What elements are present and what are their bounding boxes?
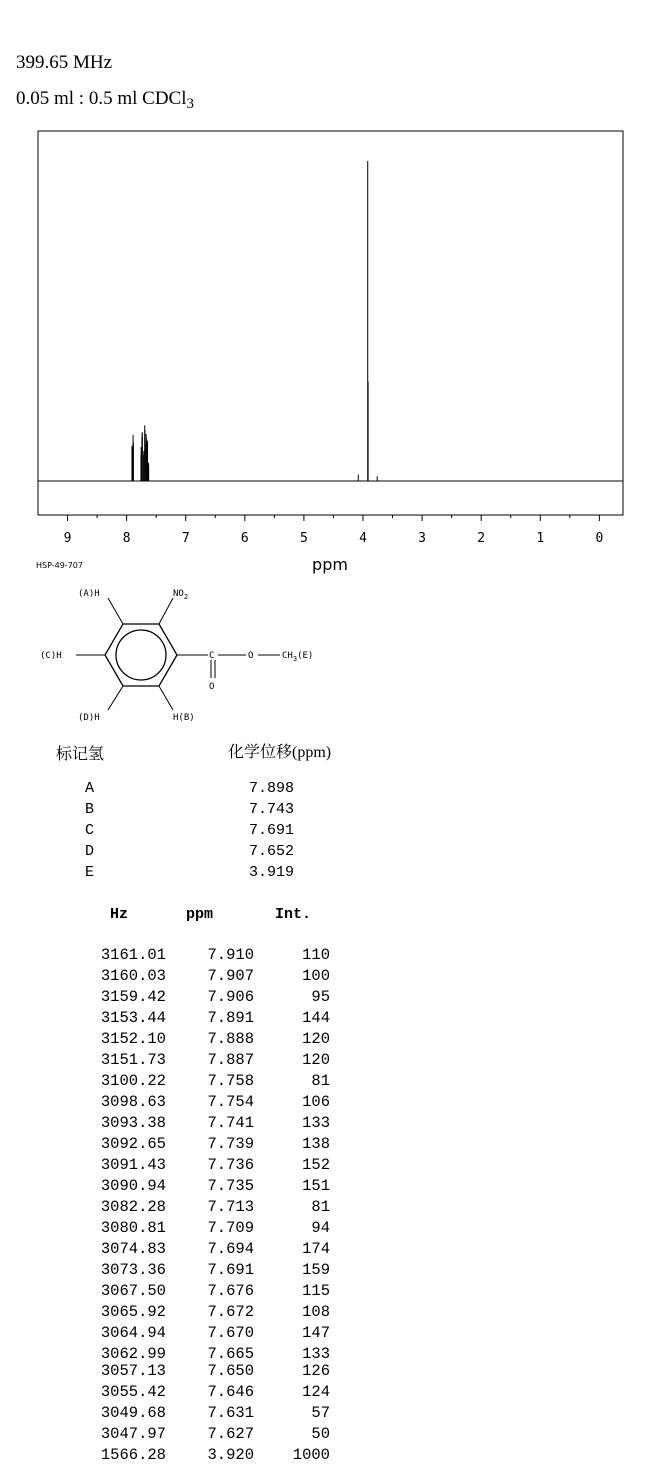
x-tick-label: 0 bbox=[595, 531, 604, 546]
peak-ppm: 7.650 bbox=[207, 1362, 254, 1380]
peak-hz: 3082.28 bbox=[100, 1198, 166, 1216]
peak-hz: 3047.97 bbox=[100, 1425, 166, 1443]
peak-intensity: 1000 bbox=[292, 1446, 330, 1464]
peak-ppm: 7.672 bbox=[207, 1303, 254, 1321]
spectrum-code: HSP-49-707 bbox=[36, 561, 83, 570]
peak-ppm: 7.736 bbox=[207, 1156, 254, 1174]
peak-hz: 3161.01 bbox=[100, 946, 166, 964]
aromatic-circle bbox=[116, 630, 166, 680]
peak-intensity: 147 bbox=[302, 1324, 330, 1342]
peak-row bbox=[0, 1219, 652, 1240]
peak-row bbox=[0, 1324, 652, 1345]
peak-row bbox=[0, 1240, 652, 1261]
peak-hz: 3092.65 bbox=[100, 1135, 166, 1153]
peak-row bbox=[0, 1261, 652, 1282]
assignment-label: C bbox=[85, 822, 95, 839]
x-axis-tick-labels bbox=[64, 531, 604, 546]
peak-row bbox=[0, 1425, 652, 1446]
x-tick-label: 7 bbox=[181, 531, 190, 546]
solvent-subscript: 3 bbox=[186, 96, 194, 112]
assignment-shift: 3.919 bbox=[248, 864, 294, 881]
plot-frame bbox=[38, 131, 623, 515]
peak-hz: 3074.83 bbox=[100, 1240, 166, 1258]
x-tick-label: 5 bbox=[299, 531, 308, 546]
assignment-label: D bbox=[85, 843, 95, 860]
peak-hz: 3067.50 bbox=[100, 1282, 166, 1300]
peak-ppm: 7.888 bbox=[207, 1030, 254, 1048]
peak-row bbox=[0, 1446, 652, 1467]
bond-d bbox=[108, 686, 123, 710]
peak-intensity: 151 bbox=[302, 1177, 330, 1195]
x-tick-label: 8 bbox=[122, 531, 131, 546]
bond-no2 bbox=[159, 598, 173, 624]
peak-row bbox=[0, 1177, 652, 1198]
peak-header-int: Int. bbox=[275, 906, 312, 923]
peak-row bbox=[0, 1362, 652, 1383]
peak-row bbox=[0, 1114, 652, 1135]
peak-hz: 3160.03 bbox=[100, 967, 166, 985]
label-carbon: C bbox=[209, 651, 215, 661]
bond-b bbox=[159, 686, 173, 710]
label-no2-text: NO bbox=[173, 589, 184, 599]
peak-intensity: 100 bbox=[302, 967, 330, 985]
spectrometer-frequency: 399.65 MHz bbox=[16, 52, 113, 73]
label-methyl bbox=[282, 651, 313, 663]
peak-ppm: 7.627 bbox=[207, 1425, 254, 1443]
label-methyl-text: CH bbox=[282, 651, 293, 661]
peak-intensity: 110 bbox=[302, 946, 330, 964]
peak-ppm: 7.646 bbox=[207, 1383, 254, 1401]
x-tick-label: 4 bbox=[359, 531, 367, 546]
peak-intensity: 133 bbox=[302, 1114, 330, 1132]
label-oxygen-ester: O bbox=[248, 651, 254, 661]
molecule-structure bbox=[36, 582, 356, 732]
peak-intensity: 174 bbox=[302, 1240, 330, 1258]
peak-row bbox=[0, 1282, 652, 1303]
solvent-text: 0.05 ml : 0.5 ml CDCl bbox=[16, 88, 187, 109]
x-tick-label: 1 bbox=[536, 531, 545, 546]
peak-row bbox=[0, 1198, 652, 1219]
assignment-row bbox=[0, 843, 652, 864]
x-tick-label: 3 bbox=[418, 531, 427, 546]
peak-hz: 3049.68 bbox=[100, 1404, 166, 1422]
nmr-spectrum-chart bbox=[0, 0, 652, 580]
assignment-shift: 7.898 bbox=[248, 780, 294, 797]
assignment-shift: 7.691 bbox=[248, 822, 294, 839]
peak-ppm: 7.735 bbox=[207, 1177, 254, 1195]
assignment-label: E bbox=[85, 864, 95, 881]
peak-ppm: 7.631 bbox=[207, 1404, 254, 1422]
peak-intensity: 126 bbox=[302, 1362, 330, 1380]
peak-intensity: 124 bbox=[302, 1383, 330, 1401]
peak-hz: 3153.44 bbox=[100, 1009, 166, 1027]
peak-hz: 3064.94 bbox=[100, 1324, 166, 1342]
peak-ppm: 7.676 bbox=[207, 1282, 254, 1300]
peak-hz: 3098.63 bbox=[100, 1093, 166, 1111]
peak-header-ppm: ppm bbox=[186, 906, 214, 923]
peak-row bbox=[0, 1072, 652, 1093]
peak-intensity: 106 bbox=[302, 1093, 330, 1111]
assignment-header-shift: 化学位移(ppm) bbox=[228, 744, 332, 761]
peak-intensity: 94 bbox=[311, 1219, 330, 1237]
peak-ppm: 7.709 bbox=[207, 1219, 254, 1237]
x-tick-label: 2 bbox=[477, 531, 486, 546]
peak-intensity: 159 bbox=[302, 1261, 330, 1279]
peak-hz: 3100.22 bbox=[100, 1072, 166, 1090]
peak-ppm: 7.694 bbox=[207, 1240, 254, 1258]
peak-intensity: 152 bbox=[302, 1156, 330, 1174]
label-methyl-tag: (E) bbox=[297, 651, 314, 661]
peak-intensity: 95 bbox=[311, 988, 330, 1006]
peak-hz: 3065.92 bbox=[100, 1303, 166, 1321]
peak-ppm: 7.670 bbox=[207, 1324, 254, 1342]
peak-ppm: 7.758 bbox=[207, 1072, 254, 1090]
peak-ppm: 7.754 bbox=[207, 1093, 254, 1111]
peak-hz: 3080.81 bbox=[100, 1219, 166, 1237]
assignment-label: B bbox=[85, 801, 95, 818]
peak-ppm: 7.910 bbox=[207, 946, 254, 964]
peak-hz: 1566.28 bbox=[100, 1446, 166, 1464]
peak-intensity: 144 bbox=[302, 1009, 330, 1027]
label-no2-sub: 2 bbox=[183, 593, 189, 601]
label-oxygen-carbonyl: O bbox=[209, 682, 215, 692]
peak-intensity: 108 bbox=[302, 1303, 330, 1321]
assignment-shift: 7.743 bbox=[248, 801, 294, 818]
peak-hz: 3151.73 bbox=[100, 1051, 166, 1069]
peak-row bbox=[0, 1156, 652, 1177]
label-methyl-sub: 3 bbox=[292, 655, 298, 663]
assignment-shift: 7.652 bbox=[248, 843, 294, 860]
peak-ppm: 7.665 bbox=[207, 1345, 254, 1363]
peak-row bbox=[0, 988, 652, 1009]
x-tick-label: 9 bbox=[63, 531, 72, 546]
peak-hz: 3090.94 bbox=[100, 1177, 166, 1195]
peak-ppm: 7.713 bbox=[207, 1198, 254, 1216]
peak-intensity: 57 bbox=[311, 1404, 330, 1422]
x-axis-ticks bbox=[68, 515, 600, 521]
peak-ppm: 3.920 bbox=[207, 1446, 254, 1464]
bond-a bbox=[108, 598, 123, 624]
peak-header-hz: Hz bbox=[110, 906, 129, 923]
peak-hz: 3055.42 bbox=[100, 1383, 166, 1401]
peak-ppm: 7.691 bbox=[207, 1261, 254, 1279]
assignment-row bbox=[0, 822, 652, 843]
assignment-row bbox=[0, 864, 652, 885]
assignment-header-label: 标记氢 bbox=[56, 746, 105, 763]
peak-row bbox=[0, 1135, 652, 1156]
label-d: (D)H bbox=[78, 713, 100, 723]
spectrum-peaks bbox=[132, 161, 377, 481]
peak-row bbox=[0, 1051, 652, 1072]
assignment-label: A bbox=[85, 780, 95, 797]
peak-ppm: 7.891 bbox=[207, 1009, 254, 1027]
label-c: (C)H bbox=[40, 651, 62, 661]
peak-row bbox=[0, 1303, 652, 1324]
peak-intensity: 81 bbox=[311, 1198, 330, 1216]
peak-intensity: 120 bbox=[302, 1030, 330, 1048]
label-no2 bbox=[173, 589, 188, 601]
peak-ppm: 7.907 bbox=[207, 967, 254, 985]
peak-intensity: 115 bbox=[302, 1282, 330, 1300]
peak-ppm: 7.741 bbox=[207, 1114, 254, 1132]
peak-ppm: 7.739 bbox=[207, 1135, 254, 1153]
peak-row bbox=[0, 1009, 652, 1030]
peak-ppm: 7.906 bbox=[207, 988, 254, 1006]
peak-hz: 3159.42 bbox=[100, 988, 166, 1006]
peak-hz: 3152.10 bbox=[100, 1030, 166, 1048]
peak-hz: 3057.13 bbox=[100, 1362, 166, 1380]
x-axis-label: ppm bbox=[312, 555, 348, 574]
assignment-row bbox=[0, 780, 652, 801]
peak-intensity: 133 bbox=[302, 1345, 330, 1363]
peak-row bbox=[0, 967, 652, 988]
peak-row bbox=[0, 1383, 652, 1404]
label-b: H(B) bbox=[173, 713, 195, 723]
peak-intensity: 138 bbox=[302, 1135, 330, 1153]
assignment-row bbox=[0, 801, 652, 822]
peak-intensity: 81 bbox=[311, 1072, 330, 1090]
peak-row bbox=[0, 1030, 652, 1051]
x-tick-label: 6 bbox=[240, 531, 249, 546]
peak-row bbox=[0, 1404, 652, 1425]
peak-hz: 3093.38 bbox=[100, 1114, 166, 1132]
peak-intensity: 120 bbox=[302, 1051, 330, 1069]
peak-intensity: 50 bbox=[311, 1425, 330, 1443]
label-a: (A)H bbox=[78, 589, 100, 599]
peak-hz: 3062.99 bbox=[100, 1345, 166, 1363]
peak-row bbox=[0, 946, 652, 967]
peak-ppm: 7.887 bbox=[207, 1051, 254, 1069]
peak-row bbox=[0, 1093, 652, 1114]
peak-hz: 3073.36 bbox=[100, 1261, 166, 1279]
peak-hz: 3091.43 bbox=[100, 1156, 166, 1174]
